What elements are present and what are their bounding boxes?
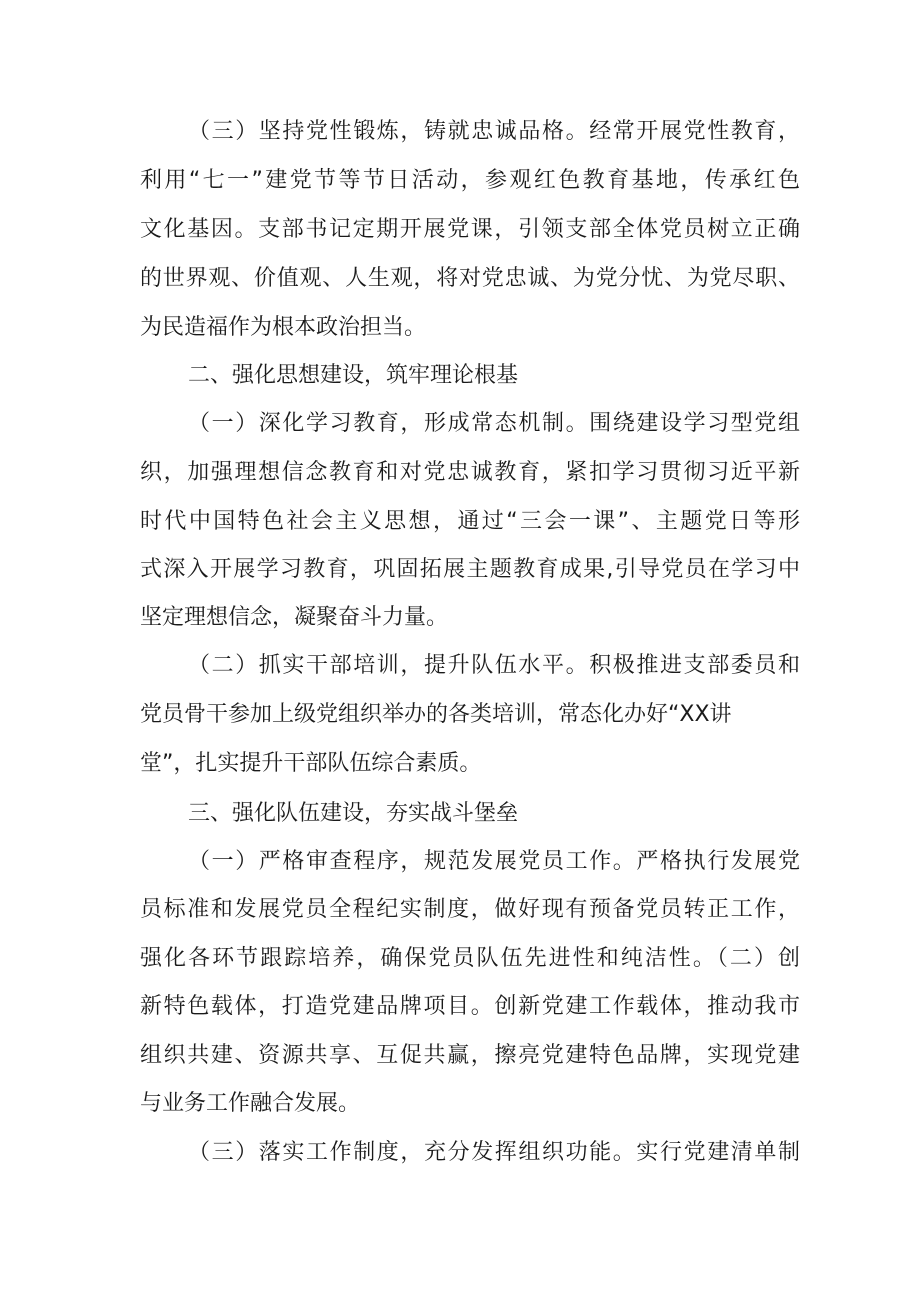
paragraph-line: 织，加强理想信念教育和对党忠诚教育，紧扣学习贯彻习近平新: [140, 460, 800, 485]
paragraph-line: 堂”，扎实提升干部队伍综合素质。: [140, 751, 482, 776]
section-heading: 三、强化队伍建设，夯实战斗堡垒: [188, 801, 519, 826]
paragraph-line: 强化各环节跟踪培养，确保党员队伍先进性和纯洁性。（二）创: [140, 946, 800, 971]
paragraph-line: 党员骨干参加上级党组织举办的各类培训，常态化办好“XX讲: [140, 702, 732, 727]
paragraph-line: （一）严格审查程序，规范发展党员工作。严格执行发展党: [188, 849, 800, 874]
paragraph-line: 式深入开展学习教育，巩固拓展主题教育成果,引导党员在学习中: [140, 557, 800, 582]
paragraph-line: 组织共建、资源共享、互促共赢，擦亮党建特色品牌，实现党建: [140, 1043, 800, 1068]
paragraph-line: 文化基因。支部书记定期开展党课，引领支部全体党员树立正确: [140, 217, 800, 242]
section-heading: 二、强化思想建设，筑牢理论根基: [188, 363, 519, 388]
paragraph-line: 利用“七一”建党节等节日活动，参观红色教育基地，传承红色: [140, 168, 800, 193]
paragraph-line: 坚定理想信念，凝聚奋斗力量。: [140, 605, 449, 630]
paragraph-line: 与业务工作融合发展。: [140, 1091, 361, 1116]
paragraph-line: （三）落实工作制度，充分发挥组织功能。实行党建清单制: [188, 1140, 800, 1165]
paragraph-line: 的世界观、价值观、人生观，将对党忠诚、为党分忧、为党尽职、: [140, 266, 800, 291]
paragraph-line: （二）抓实干部培训，提升队伍水平。积极推进支部委员和: [188, 653, 800, 678]
paragraph-line: 员标准和发展党员全程纪实制度，做好现有预备党员转正工作，: [140, 897, 800, 922]
paragraph-line: 时代中国特色社会主义思想，通过“三会一课”、主题党日等形: [140, 509, 800, 534]
paragraph-line: 为民造福作为根本政治担当。: [140, 315, 427, 340]
paragraph-line: （三）坚持党性锻炼，铸就忠诚品格。经常开展党性教育，: [188, 119, 800, 144]
paragraph-line: （一）深化学习教育，形成常态机制。围绕建设学习型党组: [188, 411, 800, 436]
paragraph-line: 新特色载体，打造党建品牌项目。创新党建工作载体，推动我市: [140, 994, 800, 1019]
